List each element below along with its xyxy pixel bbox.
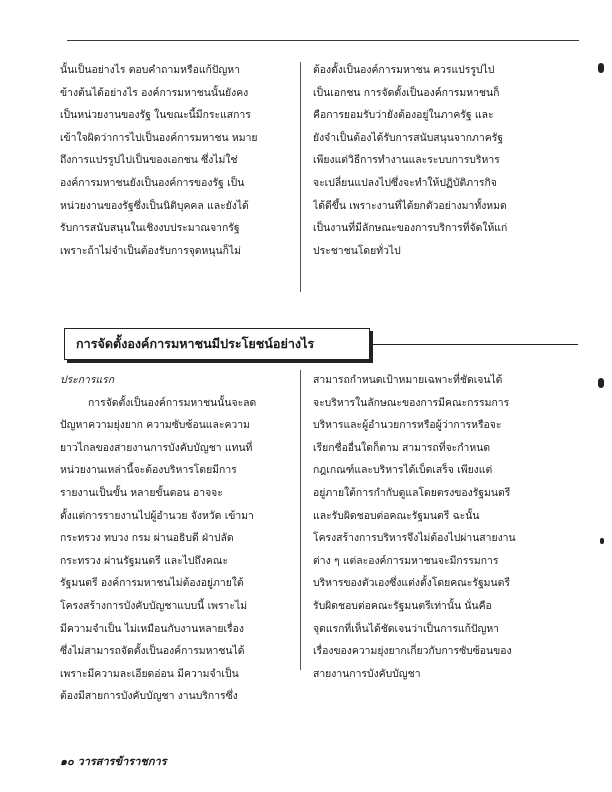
- text-line: รัฐมนตรี องค์การมหาชนไม่ต้องอยู่ภายใต้: [60, 577, 244, 590]
- text-line: ปัญหาความยุ่งยาก ความซับซ้อนและความ: [60, 419, 250, 432]
- text-line: รับการสนับสนุนในเชิงงบประมาณจากรัฐ: [60, 222, 240, 235]
- section2-left-column: [60, 369, 286, 708]
- text-line: บริหารของตัวเองซึ่งแต่งตั้งโดยคณะรัฐมนตรี: [313, 577, 510, 590]
- binding-hole-mark: [598, 63, 604, 73]
- text-line: มีความจำเป็น ไม่เหมือนกับงานหลายเรื่อง: [60, 622, 244, 635]
- text-line: เรียกชื่ออื่นใดก็ตาม สามารถที่จะกำหนด: [313, 441, 491, 454]
- text-line: ข้างต้นได้อย่างไร องค์การมหาชนนั้นยังคง: [60, 86, 249, 99]
- text-line: ได้ดีขึ้น เพราะงานที่ได้ยกตัวอย่างมาทั้งหมด: [313, 199, 507, 212]
- text-line: เพราะถ้าไม่จำเป็นต้องรับการจุดหนุนก็ไม่: [60, 244, 241, 257]
- text-line: คือการยอมรับว่ายังต้องอยู่ในภาครัฐ และ: [313, 109, 494, 122]
- text-line: เป็นเอกชน การจัดตั้งเป็นองค์การมหาชนก็: [313, 86, 500, 99]
- binding-hole-mark: [598, 378, 604, 388]
- page-footer: ๑๐ วารสารข้าราชการ: [60, 755, 167, 768]
- text-line: การจัดตั้งเป็นองค์การมหาชนนั้นจะลด: [88, 396, 257, 409]
- binding-hole-mark: [600, 538, 604, 544]
- column-divider: [300, 62, 301, 292]
- subheading: ประการแรก: [60, 374, 115, 386]
- heading-rule: [370, 344, 578, 345]
- text-line: องค์การมหาชนยังเป็นองค์การของรัฐ เป็น: [60, 176, 245, 189]
- text-line: กฎเกณฑ์และบริหารได้เบ็ดเสร็จ เพียงแต่: [313, 464, 493, 477]
- text-line: สามารถกำหนดเป้าหมายเฉพาะที่ชัดเจนได้: [313, 374, 503, 386]
- section1-left-column: [60, 59, 286, 262]
- section-heading: การจัดตั้งองค์การมหาชนมีประโยชน์อย่างไร: [64, 328, 370, 360]
- text-line: ยาวไกลของสายงานการบังคับบัญชา แทนที่: [60, 441, 253, 454]
- text-line: สายงานการบังคับบัญชา: [313, 667, 421, 680]
- text-line: ถึงการแปรรูปไปเป็นของเอกชน ซึ่งไม่ใช่: [60, 154, 238, 167]
- text-line: จะเปลี่ยนแปลงไปซึ่งจะทำให้ปฏิบัติภารกิจ: [313, 176, 497, 189]
- text-line: จะบริหารในลักษณะของการมีคณะกรรมการ: [313, 396, 510, 409]
- text-line: กระทรวง ผ่านรัฐมนตรี และไปถึงคณะ: [60, 554, 229, 567]
- text-line: ต่าง ๆ แต่ละองค์การมหาชนจะมีกรรมการ: [313, 554, 499, 567]
- text-line: ประชาชนโดยทั่วไป: [313, 244, 401, 257]
- text-line: เรื่องของความยุ่งยากเกี่ยวกับการซับซ้อนของ: [313, 645, 512, 658]
- text-line: อยู่ภายใต้การกำกับดูแลโดยตรงของรัฐมนตรี: [313, 486, 511, 499]
- text-line: บริหารและผู้อำนวยการหรือผู้ว่าการหรือจะ: [313, 419, 502, 432]
- text-line: เพราะมีความละเอียดอ่อน มีความจำเป็น: [60, 667, 239, 680]
- text-line: โครงสร้างการบริหารจึงไม่ต้องไปผ่านสายงาน: [313, 532, 516, 545]
- text-line: เป็นงานที่มีลักษณะของการบริการที่จัดให้แก่: [313, 222, 508, 235]
- text-line: หน่วยงานเหล่านี้จะต้องบริหารโดยมีการ: [60, 464, 237, 477]
- text-line: เป็นหน่วยงานของรัฐ ในขณะนี้มีกระแสการ: [60, 109, 251, 122]
- text-line: ต้องตั้งเป็นองค์การมหาชน ควรแปรรูปไป: [313, 64, 495, 76]
- text-line: โครงสร้างการบังคับบัญชาแบบนี้ เพราะไม่: [60, 599, 248, 612]
- text-line: และรับผิดชอบต่อคณะรัฐมนตรี ฉะนั้น: [313, 509, 480, 522]
- text-line: เข้าใจผิดว่าการไปเป็นองค์การมหาชน หมาย: [60, 131, 258, 144]
- column-divider: [300, 370, 301, 670]
- top-rule: [67, 40, 579, 41]
- text-line: นั้นเป็นอย่างไร ตอบคำถามหรือแก้ปัญหา: [60, 64, 240, 76]
- text-line: รับผิดชอบต่อคณะรัฐมนตรีเท่านั้น นั่นคือ: [313, 599, 492, 612]
- text-line: หน่วยงานของรัฐซึ่งเป็นนิติบุคคล และยังได้: [60, 199, 249, 212]
- text-line: ซึ่งไม่สามารถจัดตั้งเป็นองค์การมหาชนได้: [60, 645, 245, 658]
- section2-right-column: [313, 369, 559, 685]
- section1-right-column: [313, 59, 559, 262]
- text-line: เพียงแต่วิธีการทำงานและระบบการบริหาร: [313, 154, 500, 167]
- text-line: จุดแรกที่เห็นได้ชัดเจนว่าเป็นการแก้ปัญหา: [313, 622, 500, 635]
- text-line: กระทรวง ทบวง กรม ผ่านอธิบดี ฝ่าปลัด: [60, 532, 234, 545]
- text-line: ยังจำเป็นต้องได้รับการสนับสนุนจากภาครัฐ: [313, 131, 504, 144]
- text-line: ต้องมีสายการบังคับบัญชา งานบริการซึ่ง: [60, 690, 238, 703]
- text-line: ตั้งแต่การรายงานไปผู้อำนวย จังหวัด เข้ามา: [60, 509, 254, 522]
- text-line: รายงานเป็นขั้น หลายขั้นตอน อาจจะ: [60, 486, 223, 499]
